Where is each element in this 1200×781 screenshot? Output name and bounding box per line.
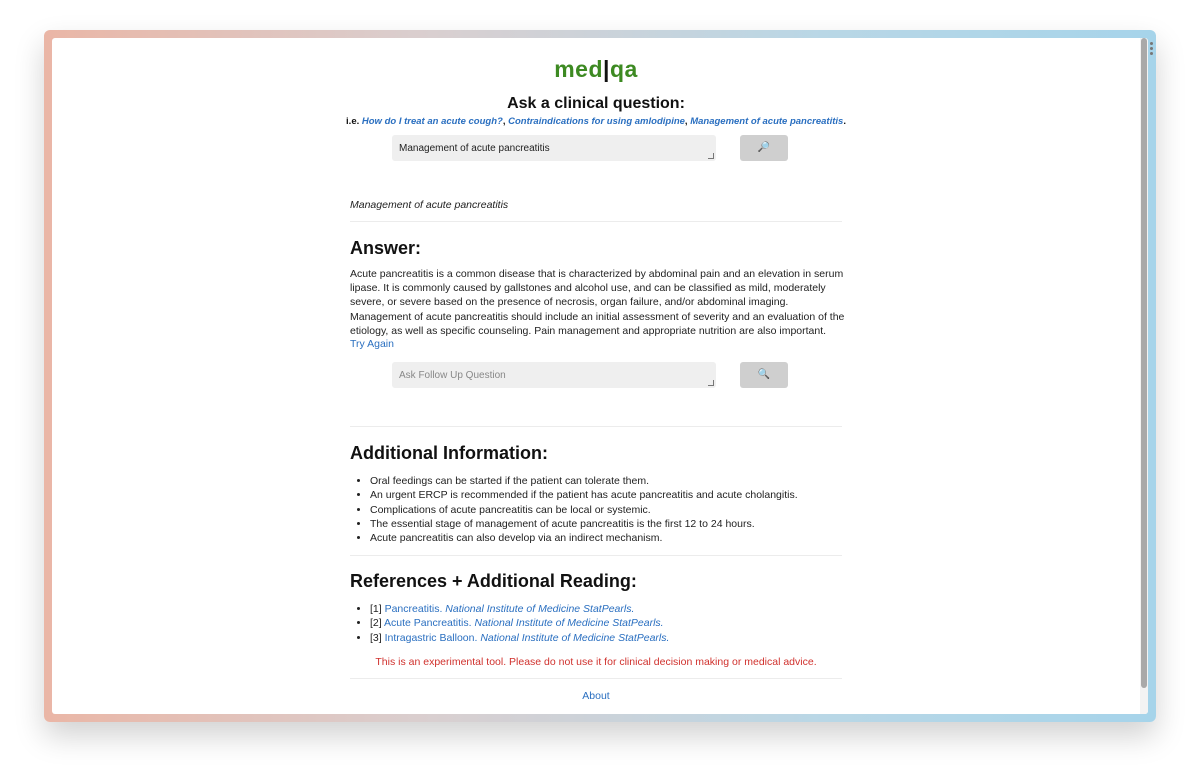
references-heading: References + Additional Reading:: [350, 571, 637, 591]
divider: [350, 678, 842, 679]
magnifier-right-icon: 🔎: [757, 142, 771, 153]
followup-input[interactable]: [392, 362, 716, 388]
followup-input-placeholder: Ask Follow Up Question: [399, 370, 506, 381]
reference-source-link[interactable]: National Institute of Medicine StatPearls.: [445, 603, 635, 615]
reference-title-link[interactable]: Intragastric Balloon.: [384, 631, 478, 644]
reference-number: [1]: [370, 603, 385, 615]
list-item: • Complications of acute pancreatitis can be local or systemic.: [370, 503, 842, 517]
examples-sep: ,: [502, 116, 509, 127]
reference-title-link[interactable]: Acute Pancreatitis.: [384, 617, 472, 630]
magnifier-left-icon: 🔍: [757, 369, 771, 380]
ask-title: Ask a clinical question:: [507, 95, 685, 112]
question-input-value: Management of acute pancreatitis: [399, 143, 550, 154]
list-item: • Acute pancreatitis can also develop via an indirect mechanism.: [370, 531, 842, 545]
reference-item: [370, 631, 842, 645]
example-link-amlodipine[interactable]: Contraindications for using amlodipine: [508, 116, 685, 127]
divider: [350, 426, 842, 427]
resize-handle[interactable]: [708, 153, 714, 159]
example-questions: [340, 116, 852, 127]
list-item: • Oral feedings can be started if the patient can tolerate them.: [370, 474, 842, 488]
logo-divider: |: [603, 56, 610, 82]
examples-sep: ,: [684, 116, 691, 127]
reference-number: [2]: [370, 617, 385, 630]
try-again-link[interactable]: Try Again: [350, 338, 394, 350]
app-logo[interactable]: [350, 56, 842, 83]
reference-source-link[interactable]: National Institute of Medicine StatPearls.: [474, 617, 664, 630]
additional-info-heading: Additional Information:: [350, 443, 548, 463]
disclaimer-text: This is an experimental tool. Please do not use it for clinical decision making or medical advice.: [375, 656, 817, 668]
browser-window: [52, 38, 1148, 714]
reference-title-link[interactable]: Pancreatitis.: [384, 603, 443, 615]
answer-text: Acute pancreatitis is a common disease that is characterized by abdominal pain and an elevation in serum lipase. It is commonly caused by gallstones and alcohol use, and can be classified as mild, moderately severe, or severe based on the presence of necrosis, organ failure, and/or abdominal imaging. Management of acute pancreatitis should include an initial assessment of severity and an evaluation of the etiology, as well as specific counseling. Pain management and appropriate nutrition are also important.: [350, 268, 845, 337]
list-item: • The essential stage of management of acute pancreatitis is the first 12 to 24 hours.: [370, 517, 842, 531]
reference-number: [3]: [370, 631, 385, 644]
logo-med: med: [554, 56, 603, 82]
submitted-question: Management of acute pancreatitis: [350, 199, 509, 211]
more-options-icon[interactable]: [1150, 42, 1154, 57]
additional-info-list: [370, 474, 842, 545]
examples-prefix: i.e.: [346, 116, 362, 127]
scrollbar-thumb[interactable]: [1141, 38, 1147, 688]
example-link-pancreatitis[interactable]: Management of acute pancreatitis: [690, 116, 844, 127]
about-link[interactable]: About: [582, 690, 610, 702]
search-button[interactable]: [740, 135, 788, 161]
resize-handle[interactable]: [708, 380, 714, 386]
reference-item: [370, 616, 842, 630]
answer-heading: Answer:: [350, 238, 422, 258]
references-list: [370, 602, 842, 645]
reference-item: [370, 602, 842, 616]
question-input[interactable]: [392, 135, 716, 161]
followup-search-button[interactable]: [740, 362, 788, 388]
reference-source-link[interactable]: National Institute of Medicine StatPearls.: [480, 631, 670, 644]
example-link-cough[interactable]: How do I treat an acute cough?: [361, 116, 503, 127]
vertical-scrollbar[interactable]: [1140, 38, 1148, 714]
logo-qa: qa: [609, 56, 638, 82]
divider: [350, 221, 842, 222]
divider: [350, 555, 842, 556]
list-item: • An urgent ERCP is recommended if the patient has acute pancreatitis and acute cholangitis.: [370, 488, 842, 502]
examples-end: .: [843, 116, 846, 127]
